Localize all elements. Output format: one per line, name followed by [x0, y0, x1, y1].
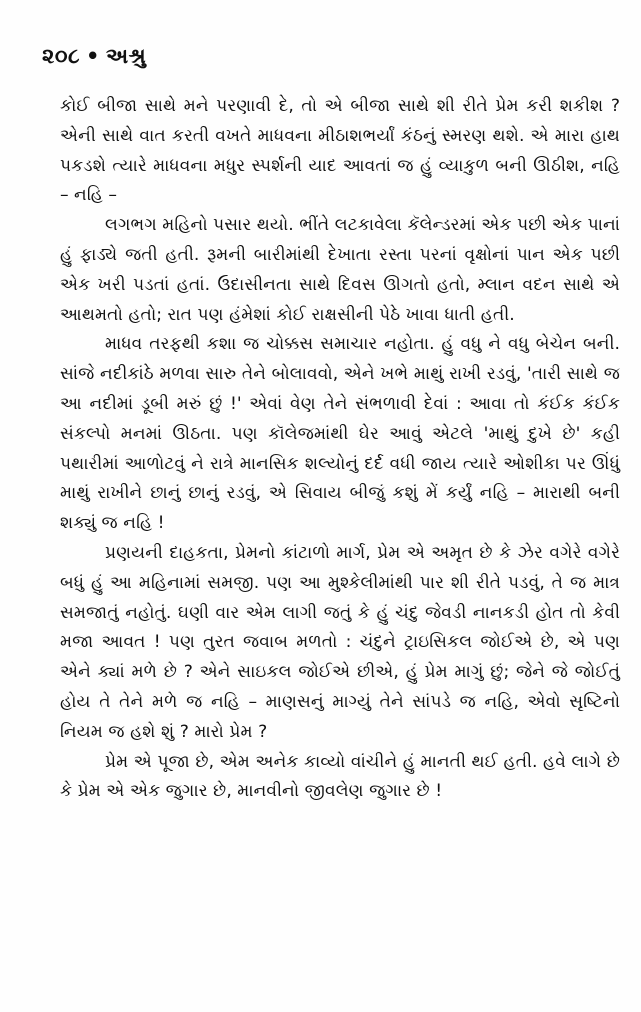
paragraph-3: માધવ તરફથી કશા જ ચોક્કસ સમાચાર નહોતા. હું વધુ ને વધુ બેચેન બની. સાંજે નદીકાંઠે મળવા સારુ તેને બોલાવવો, એને ખભે માથું રાખી રડવું, 'તારી સાથે જ આ નદીમાં ડૂબી મરું છું !' એવાં વેણ તેને સંભળાવી દેવાં : આવા તો કંઈક કંઈક સંકલ્પો મનમાં ઊઠતા. પણ કૉલેજમાંથી ઘેર આવું એટલે 'માથું દુખે છે' કહી પથારીમાં આળોટવું ને રાત્રે માનસિક શલ્યોનું દર્દ વધી જાય ત્યારે ઓશીકા પર ઊંધું માથું રાખીને છાનું છાનું રડવું, એ સિવાય બીજું કશું મેં કર્યું નહિ – મારાથી બની શક્યું જ નહિ !	[60, 334, 620, 534]
paragraph-2: લગભગ મહિનો પસાર થયો. ભીંતે લટકાવેલા કૅલેન્ડરમાં એક પછી એક પાનાં હું ફાડ્યે જતી હતી. રૂમની બારીમાંથી દેખાતા રસ્તા પરનાં વૃક્ષોનાં પાન એક પછી એક ખરી પડતાં હતાં. ઉદાસીનતા સાથે દિવસ ઊગતો હતો, મ્લાન વદન સાથે એ આથમતો હતો; રાત પણ હંમેશાં કોઈ રાક્ષસીની પેઠે ખાવા ધાતી હતી.	[60, 215, 621, 325]
paragraph-5: પ્રેમ એ પૂજા છે, એમ અનેક કાવ્યો વાંચીને હું માનતી થઈ હતી. હવે લાગે છે કે પ્રેમ એ એક જુગાર છે, માનવીનો જીવલેણ જુગાર છે !	[60, 751, 620, 802]
paragraph-1: કોઈ બીજા સાથે મને પરણાવી દે, તો એ બીજા સાથે શી રીતે પ્રેમ કરી શકીશ ? એની સાથે વાત કરતી વખતે માધવના મીઠાશભર્યાં કંઠનું સ્મરણ થશે. એ મારા હાથ પકડશે ત્યારે માધવના મધુર સ્પર્શની યાદ આવતાં જ હું વ્યાકુળ બની ઊઠીશ, નહિ – નહિ –	[60, 96, 620, 206]
page-number: ૨૦૮	[42, 44, 81, 68]
header-separator: •	[86, 44, 100, 68]
body-text	[60, 92, 620, 807]
page-header	[42, 44, 146, 69]
book-title: અશ્રુ	[105, 44, 147, 68]
paragraph-4: પ્રણયની દાહકતા, પ્રેમનો કાંટાળો માર્ગ, પ્રેમ એ અમૃત છે કે ઝેર વગેરે વગેરે બધું હું આ મહિનામાં સમજી. પણ આ મુશ્કેલીમાંથી પાર શી રીતે પડવું, તે જ માત્ર સમજાતું નહોતું. ઘણી વાર એમ લાગી જતું કે હું ચંદુ જેવડી નાનકડી હોત તો કેવી મજા આવત ! પણ તુરત જવાબ મળતો : ચંદુને ટ્રાઇસિકલ જોઈએ છે, એ પણ એને ક્યાં મળે છે ? એને સાઇકલ જોઈએ છીએ, હું પ્રેમ માગું છું; જેને જે જોઈતું હોય તે તેને મળે જ નહિ – માણસનું માગ્યું તેને સાંપડે જ નહિ, એવો સૃષ્ટિનો નિયમ જ હશે શું ? મારો પ્રેમ ?	[60, 542, 620, 742]
